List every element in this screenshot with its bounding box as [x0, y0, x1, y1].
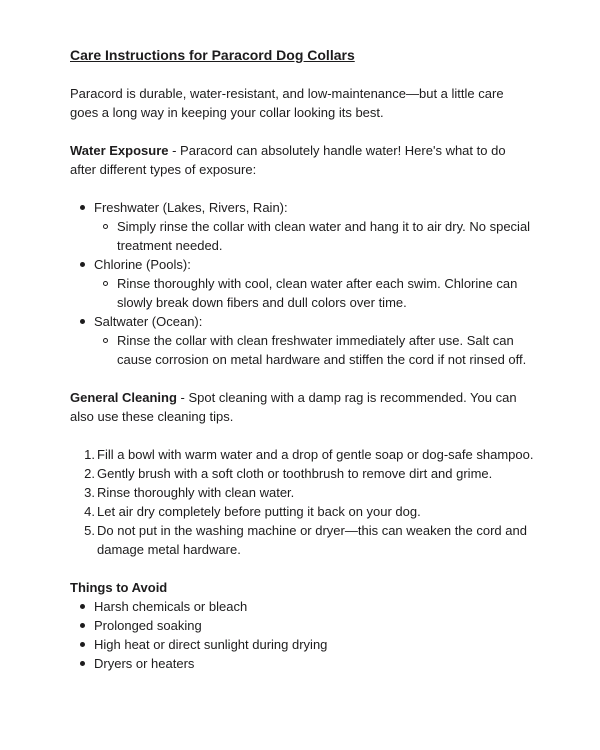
saltwater-sublist	[94, 331, 534, 369]
avoid-item	[94, 597, 534, 616]
cleaning-step-text: Do not put in the washing machine or dryer—this can weaken the cord and damage metal hardware.	[97, 523, 527, 557]
avoid-item-text: Harsh chemicals or bleach	[94, 599, 248, 614]
list-subitem-text: Rinse thoroughly with cool, clean water after each swim. Chlorine can slowly break down fibers and dull colors over time.	[117, 276, 518, 310]
document-title: Care Instructions for Paracord Dog Collars	[70, 47, 355, 63]
list-item-label: Saltwater (Ocean):	[94, 314, 203, 329]
list-item-label: Freshwater (Lakes, Rivers, Rain):	[94, 200, 288, 215]
freshwater-sublist	[94, 217, 534, 255]
general-cleaning-paragraph	[70, 388, 534, 426]
water-exposure-paragraph	[70, 141, 534, 179]
avoid-item	[94, 616, 534, 635]
chlorine-sublist	[94, 274, 534, 312]
cleaning-step-text: Let air dry completely before putting it back on your dog.	[97, 504, 421, 519]
general-cleaning-heading: General Cleaning	[70, 390, 177, 405]
cleaning-steps-list	[70, 445, 534, 559]
cleaning-step	[97, 464, 534, 483]
water-exposure-text: - Paracord can absolutely handle water! Here's what to do after different types of exposure:	[70, 143, 506, 177]
cleaning-step	[97, 483, 534, 502]
intro-paragraph: Paracord is durable, water-resistant, and low-maintenance—but a little care goes a long way in keeping your collar looking its best.	[70, 86, 504, 120]
cleaning-step-text: Gently brush with a soft cloth or toothbrush to remove dirt and grime.	[97, 466, 493, 481]
general-cleaning-text: - Spot cleaning with a damp rag is recommended. You can also use these cleaning tips.	[70, 390, 517, 424]
avoid-item-text: High heat or direct sunlight during drying	[94, 637, 328, 652]
water-exposure-heading: Water Exposure	[70, 143, 169, 158]
list-item-chlorine	[94, 255, 534, 312]
things-to-avoid-list	[70, 597, 534, 673]
list-subitem	[117, 217, 534, 255]
list-item-saltwater	[94, 312, 534, 369]
list-subitem-text: Rinse the collar with clean freshwater immediately after use. Salt can cause corrosion on metal hardware and stiffen the cord if not rinsed off.	[117, 333, 527, 367]
avoid-item	[94, 635, 534, 654]
cleaning-step-text: Fill a bowl with warm water and a drop of gentle soap or dog-safe shampoo.	[97, 447, 534, 462]
things-to-avoid-heading: Things to Avoid	[70, 580, 168, 595]
cleaning-step	[97, 521, 534, 559]
avoid-item-text: Dryers or heaters	[94, 656, 195, 671]
list-subitem	[117, 331, 534, 369]
cleaning-step	[97, 502, 534, 521]
list-item-label: Chlorine (Pools):	[94, 257, 191, 272]
avoid-item-text: Prolonged soaking	[94, 618, 202, 633]
avoid-item	[94, 654, 534, 673]
list-item-freshwater	[94, 198, 534, 255]
list-subitem-text: Simply rinse the collar with clean water and hang it to air dry. No special treatment needed.	[117, 219, 531, 253]
cleaning-step	[97, 445, 534, 464]
cleaning-step-text: Rinse thoroughly with clean water.	[97, 485, 295, 500]
water-exposure-list	[70, 198, 534, 369]
list-subitem	[117, 274, 534, 312]
